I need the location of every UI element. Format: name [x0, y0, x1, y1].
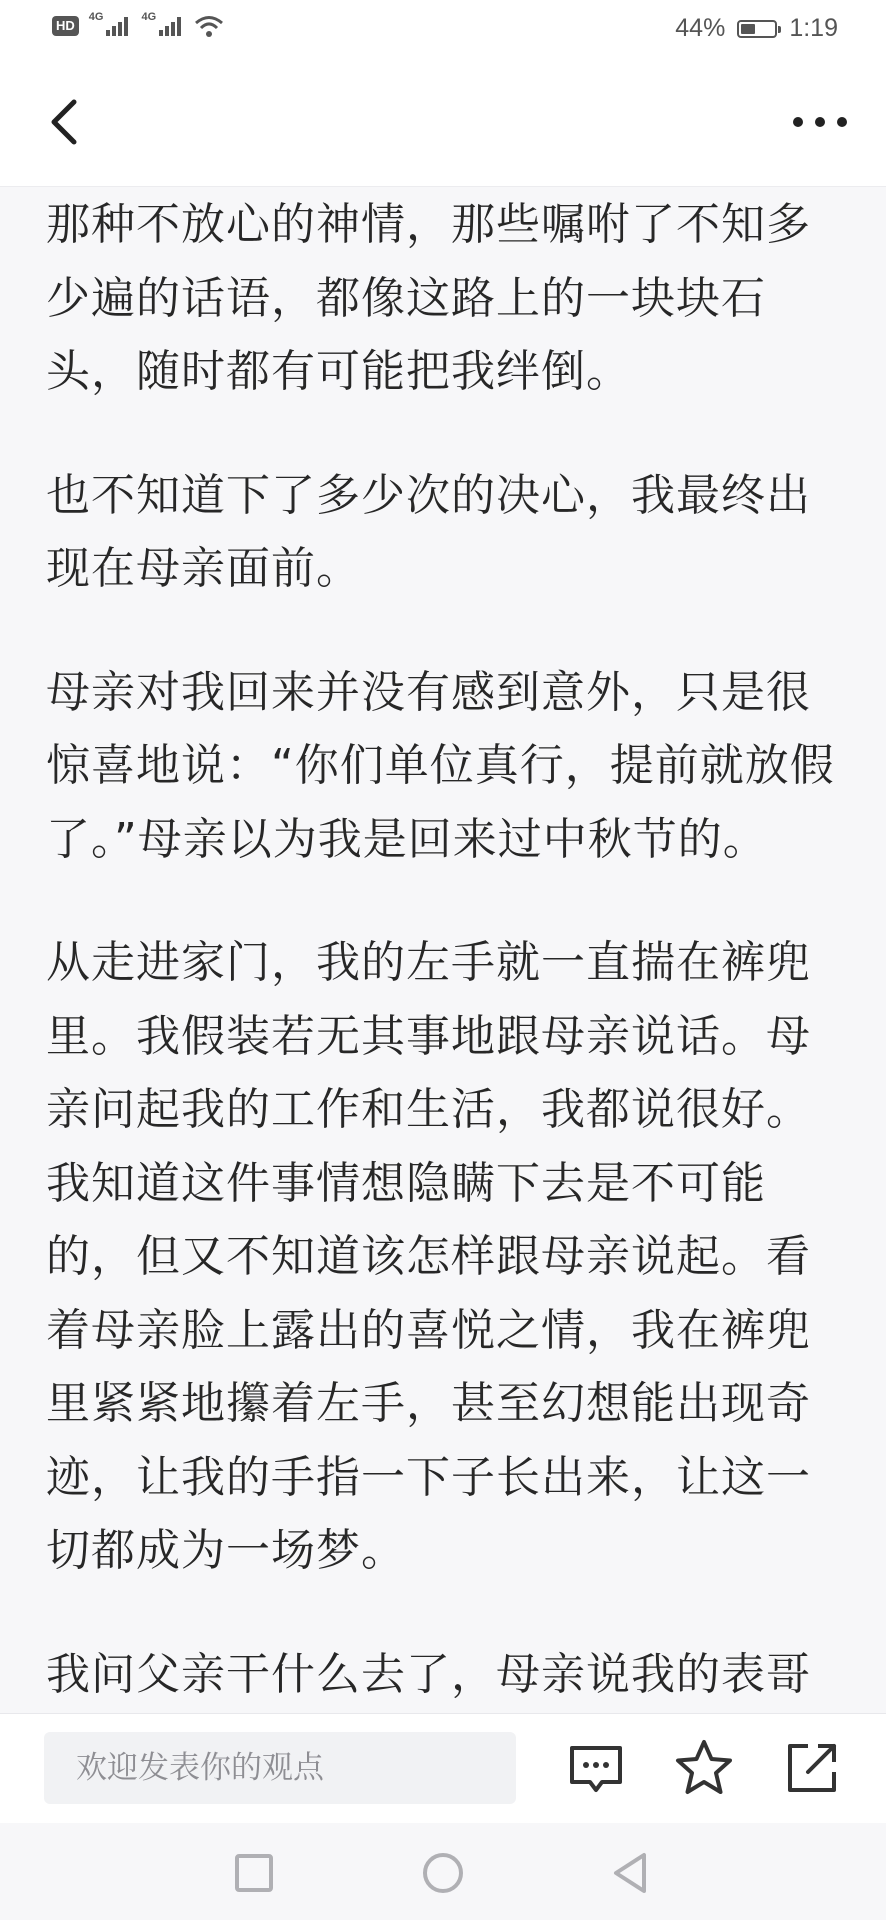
- system-nav-bar: [0, 1823, 886, 1920]
- chevron-left-icon[interactable]: [40, 94, 96, 150]
- square-icon[interactable]: [226, 1845, 282, 1901]
- top-app-bar: [0, 62, 886, 187]
- wifi-icon: [194, 14, 224, 38]
- star-icon[interactable]: [672, 1736, 736, 1800]
- status-left: [52, 11, 224, 38]
- clock: 1:19: [789, 14, 838, 42]
- share-icon[interactable]: [780, 1736, 844, 1800]
- sim1-network-tag: 4G: [88, 11, 104, 23]
- status-right: [675, 14, 838, 43]
- sim2-network-tag: 4G: [141, 11, 157, 23]
- bottom-action-bar: [0, 1713, 886, 1824]
- battery-level: [741, 24, 755, 34]
- more-dots-icon[interactable]: [784, 102, 856, 142]
- hd-icon: HD: [52, 16, 79, 36]
- signal-icon: [105, 15, 131, 37]
- article-paragraph: 我问父亲干什么去了，母亲说我的表哥: [46, 1648, 811, 1700]
- signal-icon: [158, 15, 184, 37]
- comment-input[interactable]: [44, 1732, 516, 1804]
- article-scroll-area[interactable]: [0, 187, 886, 1713]
- circle-icon[interactable]: [415, 1845, 471, 1901]
- battery-percent: 44%: [675, 14, 726, 42]
- article-paragraph: 那种不放心的神情，那些嘱咐了不知多少遍的话语，都像这路上的一块块石头，随时都有可能把我绊倒。: [46, 199, 811, 397]
- article-body: [0, 188, 886, 1785]
- article-paragraph: 母亲对我回来并没有感到意外，只是很惊喜地说：“你们单位真行，提前就放假了。”母亲以为我是回来过中秋节的。: [46, 666, 835, 865]
- article-paragraph: 从走进家门，我的左手就一直揣在裤兜里。我假装若无其事地跟母亲说话。母亲问起我的工作和生活，我都说很好。我知道这件事情想隐瞒下去是不可能的，但又不知道该怎样跟母亲说起。看着母亲脸上露出的喜悦之情，我在裤兜里紧紧地攥着左手，甚至幻想能出现奇迹，让我的手指一下子长出来，让这一切都成为一场梦。: [46, 937, 811, 1576]
- triangle-back-icon[interactable]: [604, 1845, 660, 1901]
- article-paragraph: 也不知道下了多少次的决心，我最终出现在母亲面前。: [46, 469, 811, 594]
- status-bar: [0, 0, 886, 62]
- comment-icon[interactable]: [564, 1736, 628, 1800]
- battery-icon: [737, 20, 777, 38]
